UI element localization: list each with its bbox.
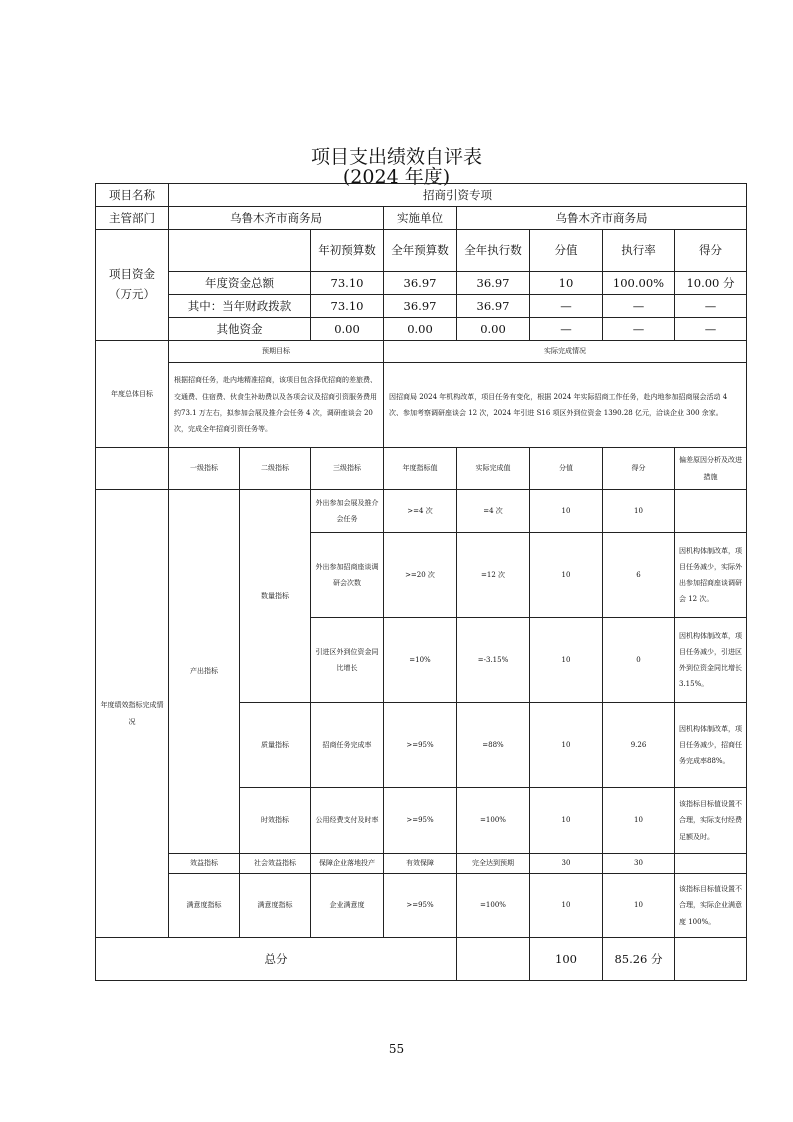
level3-indicator: 外出参加会展及推介会任务 [311, 490, 384, 533]
funds-cell: — [675, 295, 747, 318]
actual-value: =-3.15% [457, 618, 530, 703]
project-name-label: 项目名称 [96, 184, 169, 207]
deviation-note: 因机构体制改革，项目任务减少，招商任务完成率88%。 [675, 703, 747, 788]
funds-header: 全年执行数 [457, 230, 530, 272]
impl-value: 乌鲁木齐市商务局 [457, 207, 747, 230]
funds-cell: 36.97 [384, 272, 457, 295]
indicator-score: 10 [530, 703, 603, 788]
indicator-header: 一级指标 [169, 448, 240, 490]
funds-cell: 36.97 [384, 295, 457, 318]
expected-goal-header: 预期目标 [169, 341, 384, 363]
level2-time: 时效指标 [240, 788, 311, 854]
level2-quality: 质量指标 [240, 703, 311, 788]
target-value: >=95% [384, 703, 457, 788]
deviation-note: 该指标目标值设置不合理，实际企业满意度 100%。 [675, 874, 747, 938]
indicator-got: 10 [603, 788, 675, 854]
indicator-got: 0 [603, 618, 675, 703]
target-value: 有效保障 [384, 854, 457, 874]
funds-label: 项目资金 （万元） [96, 230, 169, 341]
level3-indicator: 引进区外到位资金同比增长 [311, 618, 384, 703]
indicator-score: 10 [530, 490, 603, 533]
level3-indicator: 企业满意度 [311, 874, 384, 938]
funds-cell: 36.97 [457, 295, 530, 318]
total-label: 总分 [96, 938, 457, 981]
funds-header: 执行率 [603, 230, 675, 272]
actual-value: =4 次 [457, 490, 530, 533]
funds-row-label: 年度资金总额 [169, 272, 311, 295]
indicator-header: 分值 [530, 448, 603, 490]
funds-cell: — [530, 318, 603, 341]
indicator-got: 10 [603, 874, 675, 938]
funds-cell: 100.00% [603, 272, 675, 295]
indicator-header: 实际完成值 [457, 448, 530, 490]
actual-value: =100% [457, 874, 530, 938]
funds-header-blank [169, 230, 311, 272]
impl-label: 实施单位 [384, 207, 457, 230]
actual-value: =88% [457, 703, 530, 788]
funds-row-label: 其中：当年财政拨款 [169, 295, 311, 318]
expected-goal-text: 根据招商任务，赴内地精准招商，该项目包含择优招商的差旅费、交通费、住宿费、伙食生补助费以及各项会议及招商引资服务费用约73.1 万左右，拟参加会展及推介会任务 4 次，调研座谈会 20 次，完成全年招商引资任务等。 [169, 363, 384, 448]
deviation-note [675, 490, 747, 533]
level1-satisfaction: 满意度指标 [169, 874, 240, 938]
deviation-note: 因机构体制改革，项目任务减少，引进区外到位资金同比增长 3.15%。 [675, 618, 747, 703]
target-value: >=4 次 [384, 490, 457, 533]
funds-cell: — [530, 295, 603, 318]
level2-quantity: 数量指标 [240, 490, 311, 703]
actual-result-text: 因招商局 2024 年机构改革，项目任务有变化，根据 2024 年实际招商工作任务，赴内地参加招商展会活动 4 次、参加考察调研座谈会 12 次，2024 年引进 S16 项区外到位资金 1390.28 亿元，洽谈企业 300 余家。 [384, 363, 747, 448]
indicator-got: 10 [603, 490, 675, 533]
dept-value: 乌鲁木齐市商务局 [169, 207, 384, 230]
indicator-header: 三级指标 [311, 448, 384, 490]
performance-table [95, 183, 747, 981]
indicator-got: 9.26 [603, 703, 675, 788]
actual-value: 完全达到预期 [457, 854, 530, 874]
funds-cell: 10.00 分 [675, 272, 747, 295]
total-blank [675, 938, 747, 981]
page-number: 55 [388, 1042, 405, 1056]
level3-indicator: 公用经费支付及时率 [311, 788, 384, 854]
target-value: >=20 次 [384, 533, 457, 618]
total-got: 85.26 分 [603, 938, 675, 981]
funds-cell: 0.00 [384, 318, 457, 341]
indicator-got: 6 [603, 533, 675, 618]
actual-value: =100% [457, 788, 530, 854]
indicator-score: 10 [530, 618, 603, 703]
funds-cell: 73.10 [311, 295, 384, 318]
funds-header: 年初预算数 [311, 230, 384, 272]
indicator-header: 年度指标值 [384, 448, 457, 490]
funds-cell: — [675, 318, 747, 341]
indicators-section-label: 年度绩效指标完成情况 [96, 490, 169, 938]
funds-row-label: 其他资金 [169, 318, 311, 341]
actual-value: =12 次 [457, 533, 530, 618]
level1-benefit: 效益指标 [169, 854, 240, 874]
project-name-value: 招商引资专项 [169, 184, 747, 207]
indicator-header-blank [96, 448, 169, 490]
indicator-header: 偏差原因分析及改进措施 [675, 448, 747, 490]
funds-cell: — [603, 295, 675, 318]
funds-cell: 0.00 [311, 318, 384, 341]
deviation-note: 因机构体制改革，项目任务减少，实际外出参加招商座谈调研会 12 次。 [675, 533, 747, 618]
goals-label: 年度总体目标 [96, 341, 169, 448]
funds-header: 全年预算数 [384, 230, 457, 272]
dept-label: 主管部门 [96, 207, 169, 230]
level3-indicator: 外出参加招商座谈调研会次数 [311, 533, 384, 618]
target-value: =10% [384, 618, 457, 703]
funds-header: 得分 [675, 230, 747, 272]
indicator-score: 30 [530, 854, 603, 874]
actual-result-header: 实际完成情况 [384, 341, 747, 363]
deviation-note [675, 854, 747, 874]
funds-cell: 10 [530, 272, 603, 295]
page-title: 项目支出绩效自评表 [310, 146, 482, 168]
target-value: >=95% [384, 874, 457, 938]
indicator-header: 二级指标 [240, 448, 311, 490]
indicator-header: 得分 [603, 448, 675, 490]
indicator-got: 30 [603, 854, 675, 874]
total-score: 100 [530, 938, 603, 981]
funds-cell: 73.10 [311, 272, 384, 295]
target-value: >=95% [384, 788, 457, 854]
funds-header: 分值 [530, 230, 603, 272]
level1-output: 产出指标 [169, 490, 240, 854]
indicator-score: 10 [530, 788, 603, 854]
level3-indicator: 招商任务完成率 [311, 703, 384, 788]
funds-cell: 0.00 [457, 318, 530, 341]
deviation-note: 该指标目标值设置不合理，实际支付经费足额及时。 [675, 788, 747, 854]
level2-social: 社会效益指标 [240, 854, 311, 874]
funds-cell: 36.97 [457, 272, 530, 295]
indicator-score: 10 [530, 533, 603, 618]
funds-cell: — [603, 318, 675, 341]
page-subtitle: (2024 年度) [342, 166, 451, 188]
level2-satisfaction: 满意度指标 [240, 874, 311, 938]
indicator-score: 10 [530, 874, 603, 938]
total-blank [457, 938, 530, 981]
level3-indicator: 保障企业落地投产 [311, 854, 384, 874]
